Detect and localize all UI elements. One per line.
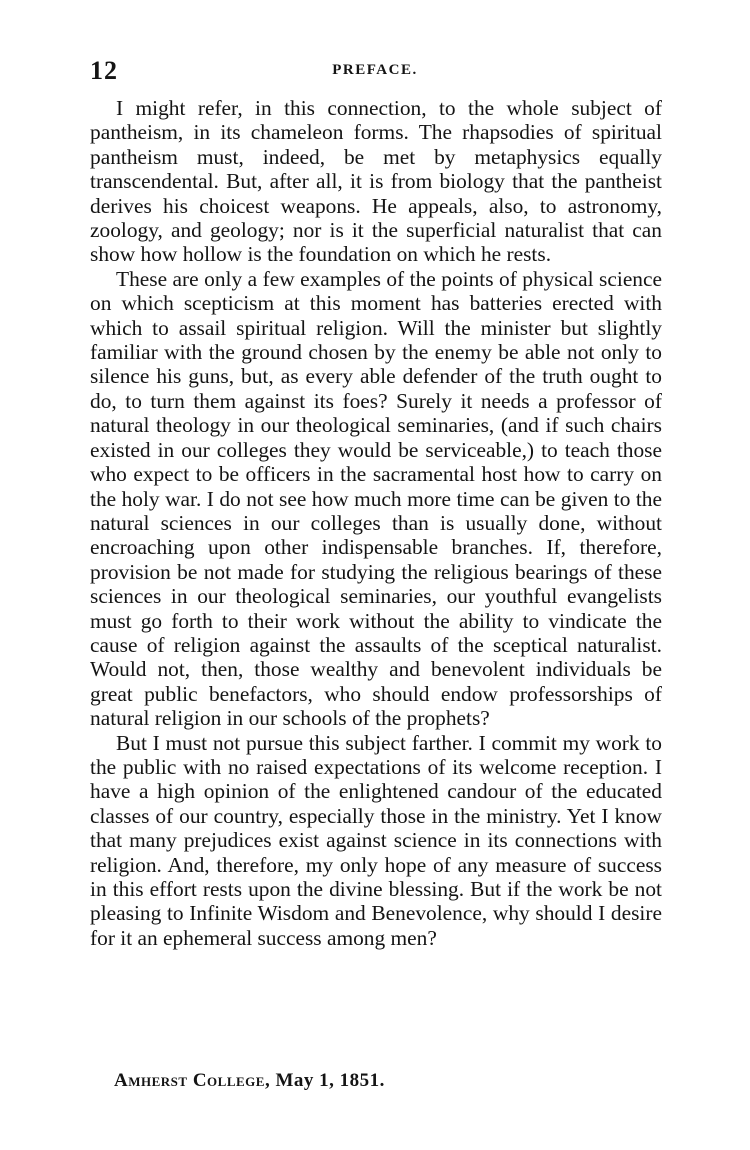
page-number: 12 [90,56,118,85]
paragraph-pantheism: I might refer, in this connection, to the whole subject of pantheism, in its chameleon forms. The rhapsodies of spiritual pantheism must, indeed, be met by metaphysics equally transcendental. But, after all, it is from biology that the pantheist derives his choicest weapons. He appeals, also, to astronomy, zoology, and geology; nor is it the superficial naturalist that can show how hollow is the foundation on which he rests. [90,96,662,267]
signature-line [114,1070,385,1092]
running-title: PREFACE. [332,62,418,78]
preface-body [90,96,662,950]
page-header [90,56,660,88]
signature-date: May 1, 1851. [275,1070,385,1091]
signature-place: Amherst College, [114,1070,271,1091]
paragraph-closing: But I must not pursue this subject farther. I commit my work to the public with no raised expectations of its welcome reception. I have a high opinion of the enlightened candour of the educated classes of our country, especially those in the ministry. Yet I know that many prejudices exist against science in its connections with religion. And, therefore, my only hope of any measure of success in this effort rests upon the divine blessing. But if the work be not pleasing to Infinite Wisdom and Benevolence, why should I desire for it an ephemeral success among men? [90,730,662,950]
paragraph-physical-science: These are only a few examples of the points of physical science on which scepticism at this moment has batteries erected with which to assail spiritual religion. Will the minister but slightly familiar with the ground chosen by the enemy be able not only to silence his guns, but, as every able defender of the truth ought to do, to turn them against its foes? Surely it needs a professor of natural theology in our theological seminaries, (and if such chairs existed in our colleges they would be serviceable,) to teach those who expect to be officers in the sacramental host how to carry on the holy war. I do not see how much more time can be given to the natural sciences in our colleges than is usually done, without encroaching upon other indispensable branches. If, therefore, provision be not made for studying the religious bearings of these sciences in our theological seminaries, our youthful evangelists must go forth to their work without the ability to vindicate the cause of religion against the assaults of the sceptical naturalist. Would not, then, those wealthy and benevolent individuals be great public benefactors, who should endow professorships of natural religion in our schools of the prophets? [90,266,662,731]
